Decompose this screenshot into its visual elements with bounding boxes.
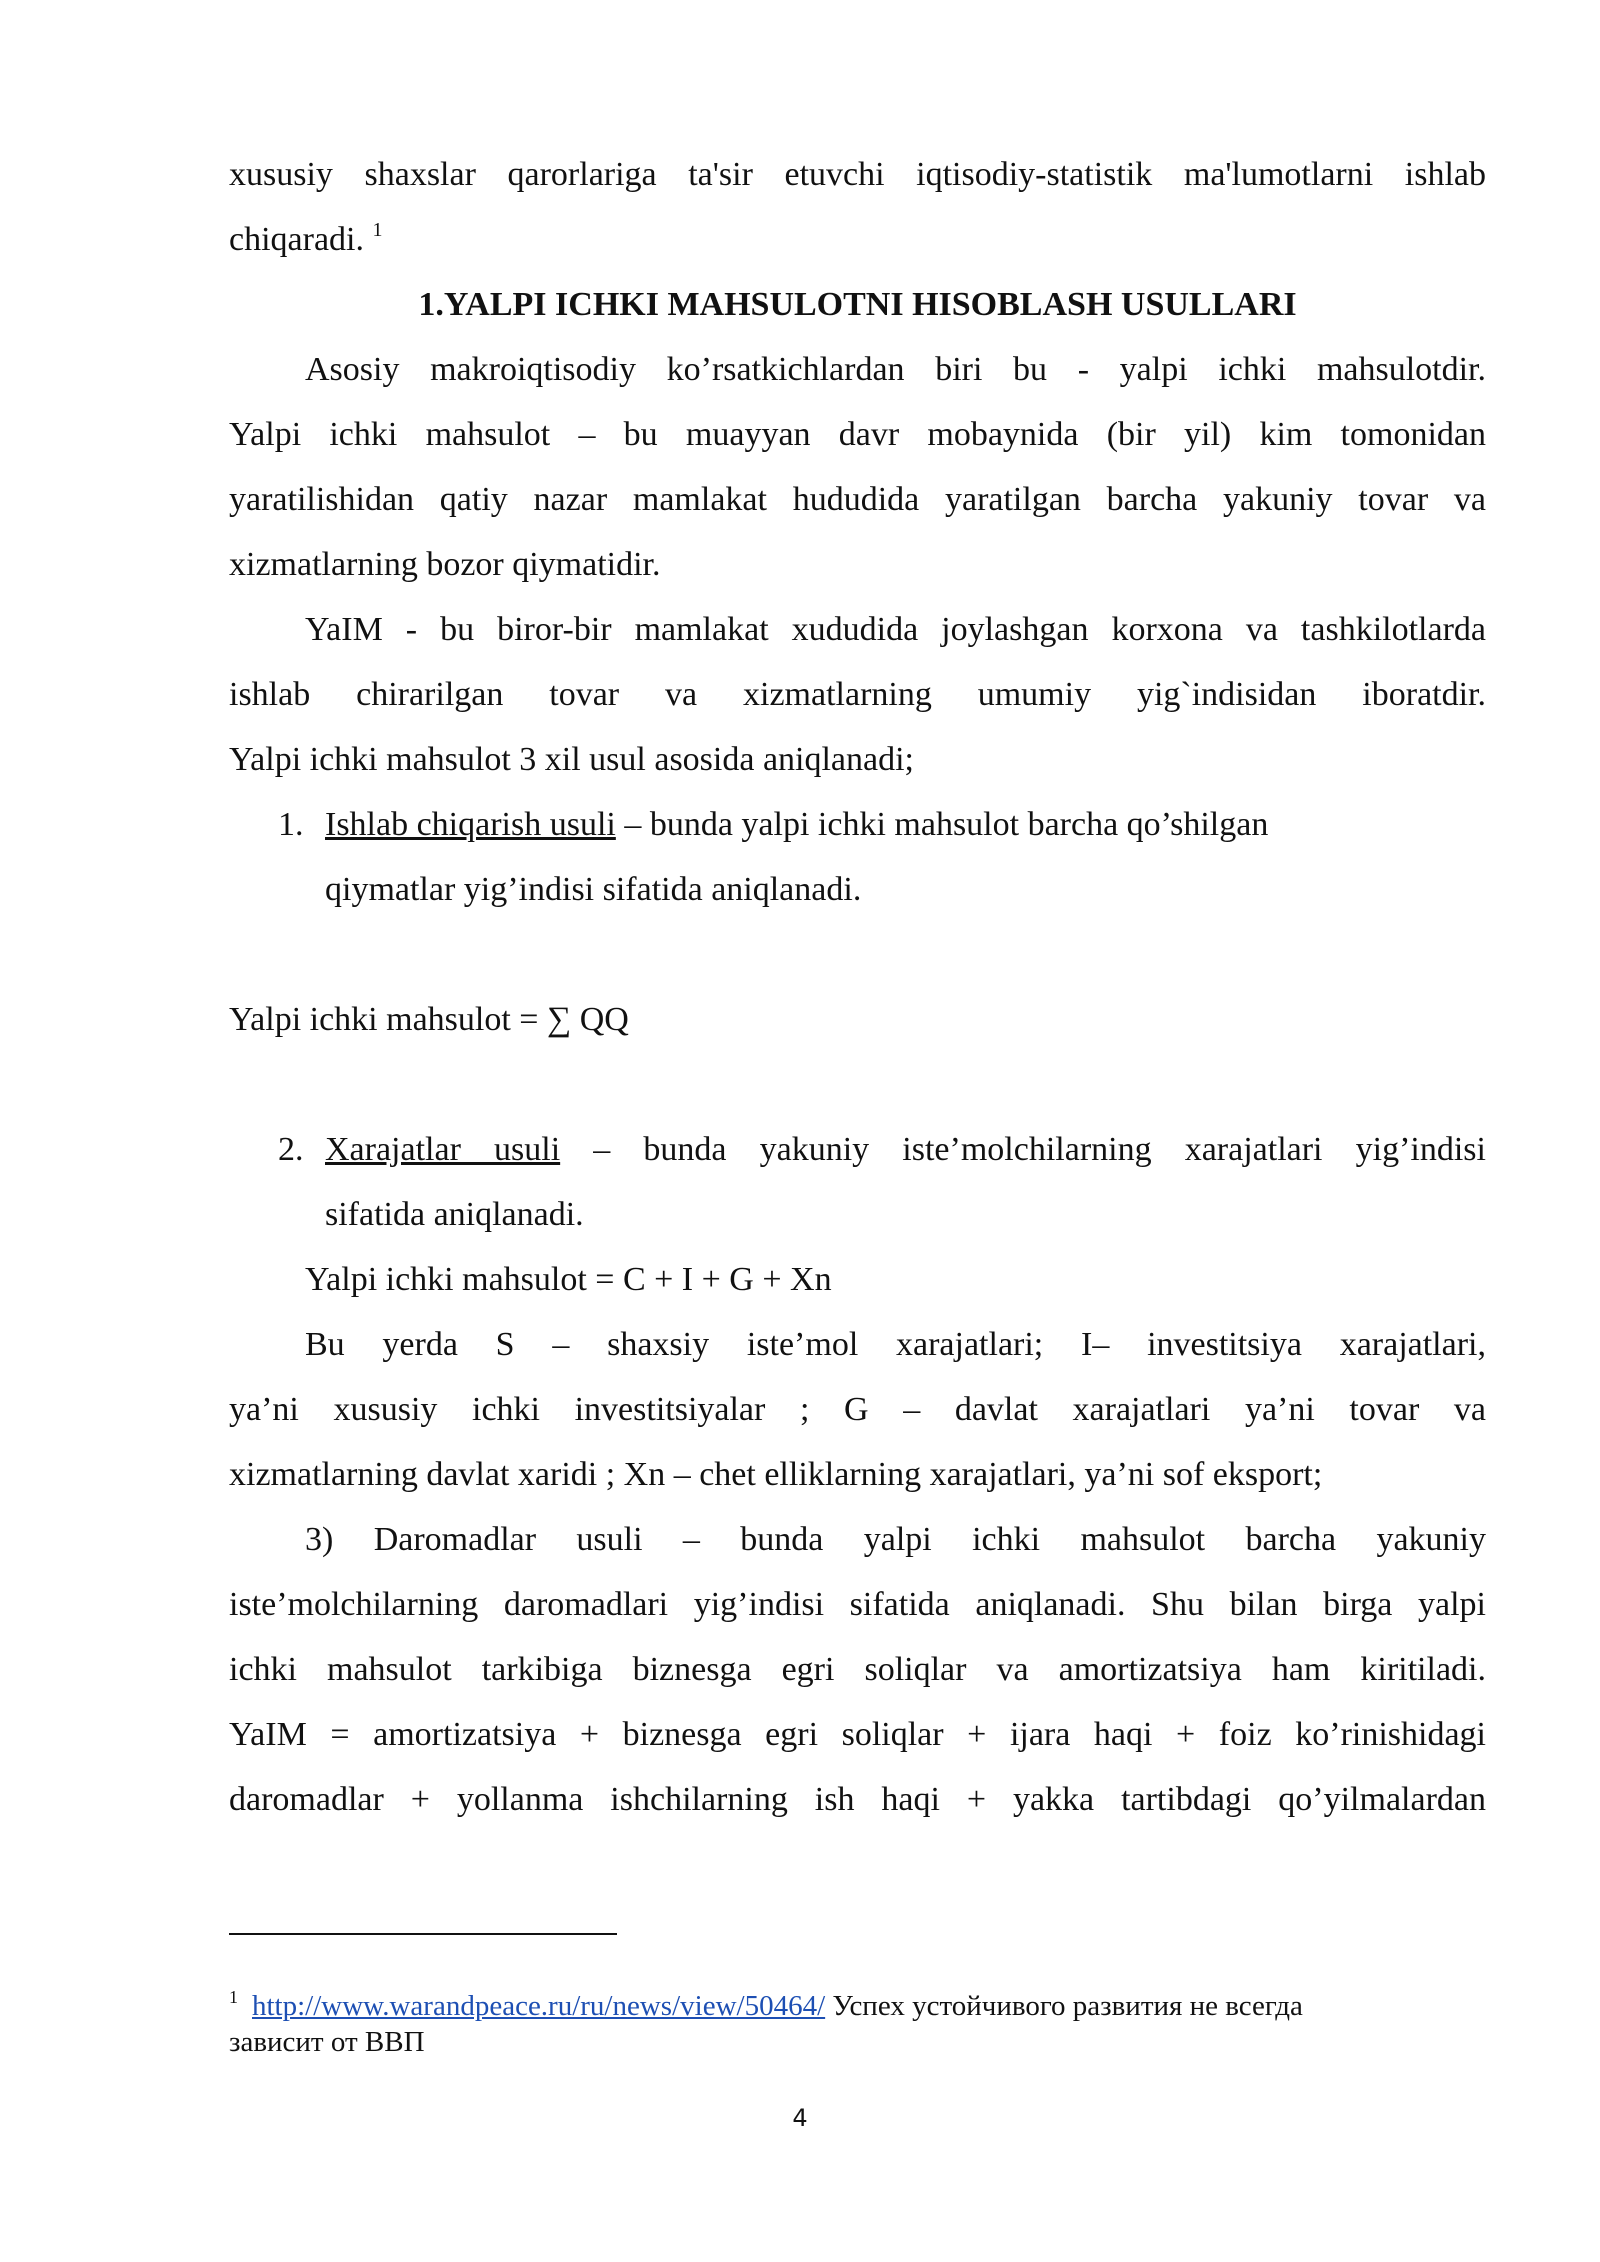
body-line: Yalpi ichki mahsulot 3 xil usul asosida aniqlanadi; [229,741,914,778]
body-line: YaIM - bu biror-bir mamlakat xududida joylashgan korxona va tashkilotlarda [305,611,1486,648]
footnote-text: Успех устойчивого развития не всегда [825,1990,1303,2022]
body-line: 3) Daromadlar usuli – bunda yalpi ichki mahsulot barcha yakuniy [305,1521,1486,1558]
body-line: xususiy shaxslar qarorlariga ta'sir etuvchi iqtisodiy-statistik ma'lumotlarni ishlab [229,156,1486,193]
list-text: – bunda yalpi ichki mahsulot barcha qo’shilgan [615,806,1269,843]
section-heading: 1.YALPI ICHKI MAHSULOTNI HISOBLASH USULLARI [418,286,1297,323]
list-item [325,1130,1486,1170]
list-term: Ishlab chiqarish usuli [325,806,616,843]
body-line: Bu yerda S – shaxsiy iste’mol xarajatlari; I– investitsiya xarajatlari, [305,1326,1486,1363]
body-line: xizmatlarning davlat xaridi ; Xn – chet elliklarning xarajatlari, ya’ni sof eksport; [229,1456,1323,1493]
footnote-mark: 1 [229,1987,238,2007]
list-item [325,805,1486,845]
body-line: ya’ni xususiy ichki investitsiyalar ; G – davlat xarajatlari ya’ni tovar va [229,1391,1486,1428]
body-line: YaIM = amortizatsiya + biznesga egri soliqlar + ijara haqi + foiz ko’rinishidagi [229,1716,1486,1753]
list-number: 1. [278,806,304,843]
list-item-continuation: sifatida aniqlanadi. [325,1196,584,1233]
list-term: Xarajatlar usuli [325,1131,561,1168]
list-item-continuation: qiymatlar yig’indisi sifatida aniqlanadi. [325,871,862,908]
body-line: ishlab chirarilgan tovar va xizmatlarning umumiy yig`indisidan iboratdir. [229,676,1486,713]
body-line: Asosiy makroiqtisodiy ko’rsatkichlardan biri bu - yalpi ichki mahsulotdir. [305,351,1486,388]
body-line: yaratilishidan qatiy nazar mamlakat hududida yaratilgan barcha yakuniy tovar va [229,481,1486,518]
body-line [229,220,1486,260]
body-line: daromadlar + yollanma ishchilarning ish haqi + yakka tartibdagi qo’yilmalardan [229,1781,1486,1818]
list-text: – bunda yakuniy iste’molchilarning xarajatlari yig’indisi [560,1131,1486,1168]
page-number: 4 [792,2104,808,2132]
body-line: iste’molchilarning daromadlari yig’indisi sifatida aniqlanadi. Shu bilan birga yalpi [229,1586,1486,1623]
body-text: chiqaradi. [229,221,373,258]
footnote [229,1988,1486,2024]
list-number: 2. [278,1131,304,1168]
body-line: Yalpi ichki mahsulot – bu muayyan davr mobaynida (bir yil) kim tomonidan [229,416,1486,453]
body-line: xizmatlarning bozor qiymatidir. [229,546,661,583]
footnote-continuation: зависит от ВВП [229,2026,425,2058]
body-line: ichki mahsulot tarkibiga biznesga egri soliqlar va amortizatsiya ham kiritiladi. [229,1651,1486,1688]
footnote-link[interactable]: http://www.warandpeace.ru/ru/news/view/50464/ [252,1990,826,2022]
footnote-separator [229,1933,617,1935]
formula: Yalpi ichki mahsulot = ∑ QQ [229,1001,629,1038]
footnote-ref[interactable]: 1 [372,219,383,241]
formula: Yalpi ichki mahsulot = C + I + G + Xn [305,1261,832,1298]
